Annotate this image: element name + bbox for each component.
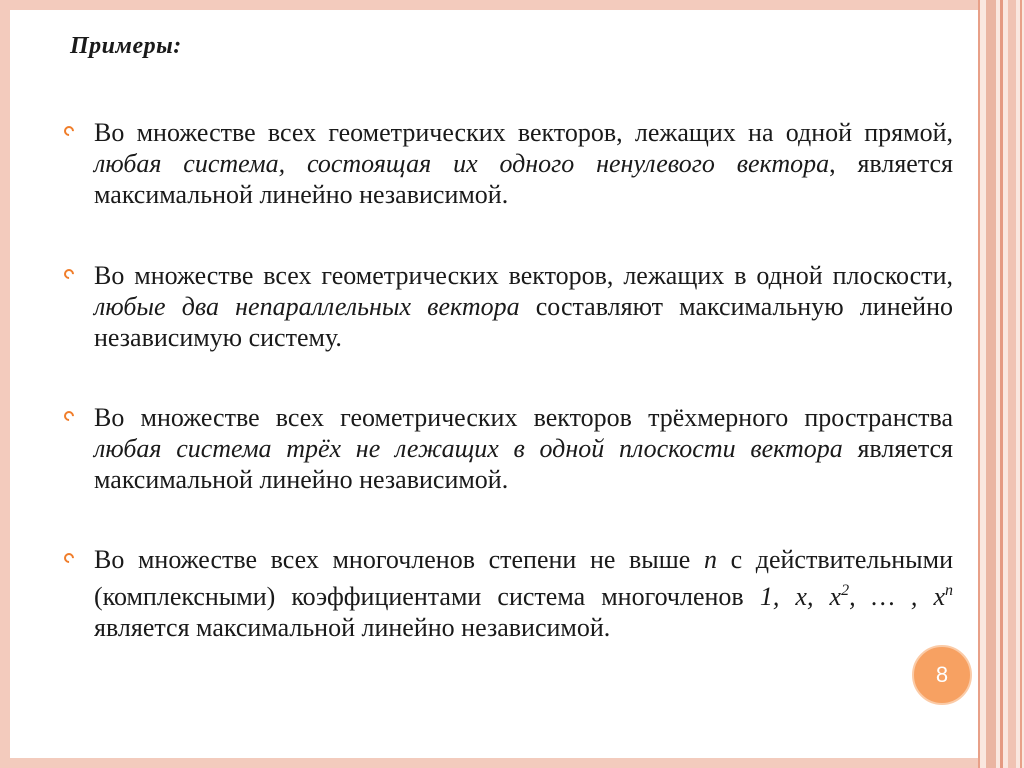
list-item — [60, 117, 953, 210]
stripe — [1000, 0, 1003, 768]
bullet-icon — [62, 124, 76, 138]
page-number: 8 — [935, 662, 949, 687]
item-text: Во множестве всех многочленов степени не выше n с действительными (комплексными) коэффициентами система многочленов 1, x, $x^2$, … , $x^n$ является максимальной линейно независимой. — [94, 545, 953, 642]
stripe — [978, 0, 980, 768]
stripe — [1020, 0, 1022, 768]
page-number-badge — [912, 645, 972, 705]
item-text: Во множестве всех геометрических векторов, лежащих в одной плоскости, любые два непараллельных вектора составляют максимальную линейно независимую систему. — [94, 261, 953, 352]
list-item — [60, 544, 953, 643]
bullet-list — [60, 117, 953, 693]
slide-title: Примеры: — [70, 33, 182, 59]
bullet-icon — [62, 267, 76, 281]
stripe — [986, 0, 996, 768]
bullet-icon — [62, 409, 76, 423]
bullet-icon — [62, 551, 76, 565]
stripe — [1008, 0, 1016, 768]
item-text: Во множестве всех геометрических векторов, лежащих на одной прямой, любая система, состоящая их одного ненулевого вектора, является максимальной линейно независимой. — [94, 118, 954, 209]
list-item — [60, 402, 953, 495]
list-item — [60, 260, 953, 353]
decorative-stripes — [978, 0, 1024, 768]
item-text: Во множестве всех геометрических векторов трёхмерного пространства любая система трёх не лежащих в одной плоскости вектора является максимальной линейно независимой. — [94, 403, 953, 494]
